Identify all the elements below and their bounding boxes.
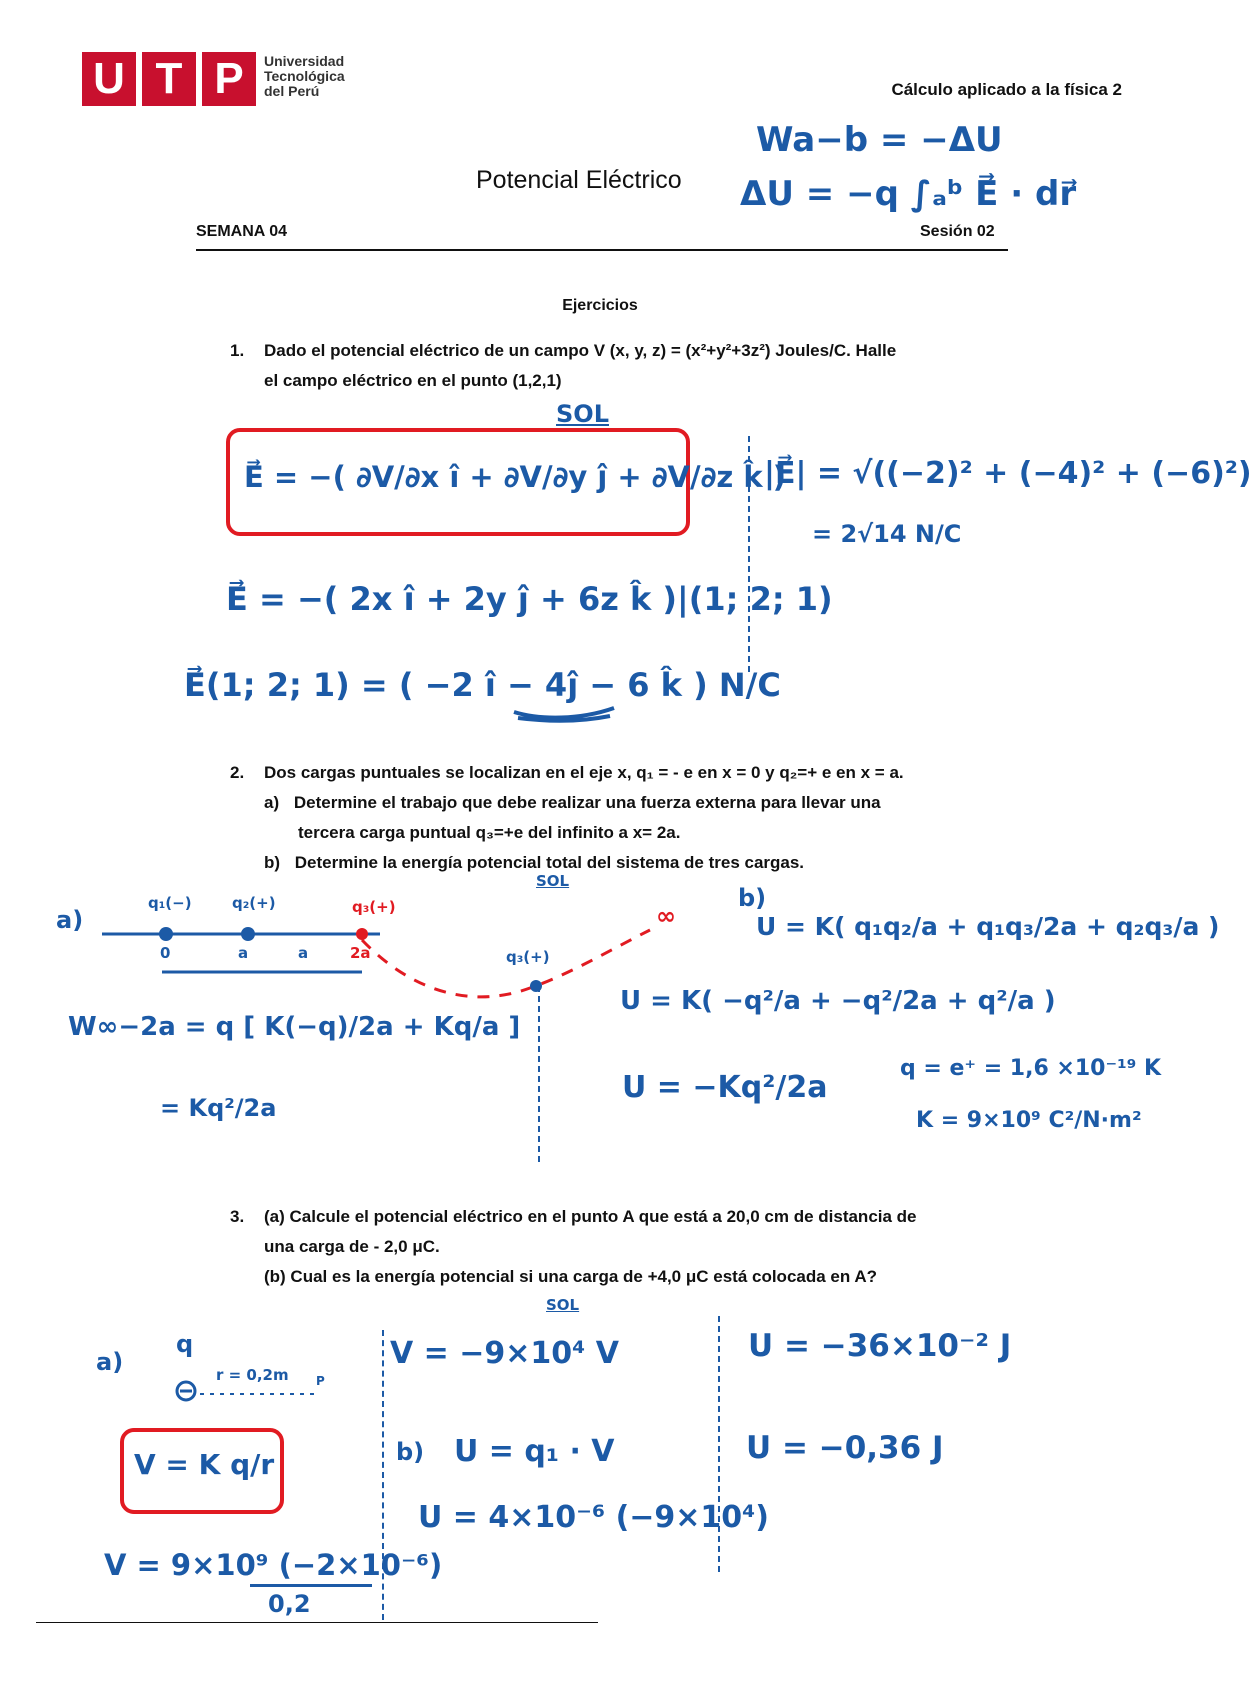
potential-substitution: V = 9×10⁹ (−2×10⁻⁶) (104, 1548, 443, 1582)
field-step-2: E⃗(1; 2; 1) = ( −2 î − 4ĵ − 6 k̂ ) N/C (184, 666, 781, 704)
sol-label: SOL (536, 872, 570, 890)
course-name: Cálculo aplicado a la física 2 (891, 80, 1122, 99)
problem-3 (230, 1202, 1020, 1292)
session-label: Sesión 02 (920, 223, 995, 240)
energy-substitution: U = 4×10⁻⁶ (−9×10⁴) (418, 1500, 770, 1535)
problem-number: 2. (230, 763, 245, 782)
charge-q1-dot (159, 927, 173, 941)
handwritten-work-formula: Wa−b = −ΔU (756, 120, 1003, 160)
charges-diagram (50, 870, 750, 1000)
subpart-label: b) (264, 853, 281, 872)
charge-q3-label: q₃(+) (352, 898, 396, 916)
position-2a: 2a (350, 944, 371, 962)
divider-dashed (718, 1316, 720, 1572)
magnitude-formula: |E⃗| = √((−2)² + (−4)² + (−6)²) (764, 456, 1252, 491)
logo-letter-u: U (82, 52, 136, 106)
problem-2 (230, 758, 1020, 878)
problem-number: 1. (230, 341, 245, 360)
segment-a: a (298, 944, 309, 962)
position-zero: 0 (160, 944, 171, 962)
logo-word: del Perú (264, 83, 320, 99)
charge-value: q = e⁺ = 1,6 ×10⁻¹⁹ K (900, 1056, 1162, 1081)
problem-text: (a) Calcule el potencial eléctrico en el punto A que está a 20,0 cm de distancia de (264, 1207, 917, 1226)
underline-stroke (514, 708, 614, 721)
work-equation: W∞−2a = q [ K(−q)/2a + Kq/a ] (68, 1012, 521, 1042)
potential-formula: V = K q/r (134, 1448, 275, 1481)
work-result: = Kq²/2a (160, 1094, 277, 1122)
problem-text: el campo eléctrico en el punto (1,2,1) (264, 371, 562, 390)
problem-1 (230, 336, 1020, 396)
energy-formula: U = q₁ · V (454, 1434, 615, 1469)
logo-letter-p: P (202, 52, 256, 106)
logo-word: Tecnológica (264, 68, 345, 84)
footer-divider (36, 1622, 598, 1623)
charge-q3-dot (356, 928, 368, 940)
infinity-symbol: ∞ (656, 902, 676, 930)
charge-q2-label: q₂(+) (232, 894, 276, 912)
problem-text: Determine el trabajo que debe realizar una fuerza externa para llevar una (293, 793, 881, 812)
fraction-bar (250, 1584, 372, 1587)
part-a-label: a) (96, 1348, 124, 1376)
header-divider (196, 249, 1008, 251)
divider-dashed (538, 986, 540, 1162)
divider-dashed (382, 1330, 384, 1620)
part-b-label: b) (396, 1438, 425, 1466)
subpart-label: a) (264, 793, 280, 812)
distance-denominator: 0,2 (268, 1590, 311, 1618)
divider-dashed (748, 436, 750, 672)
problem-text: Determine la energía potencial total del sistema de tres cargas. (294, 853, 805, 872)
boxed-formula (120, 1428, 284, 1514)
sol-label: SOL (556, 400, 609, 428)
subpart-a (264, 788, 1020, 818)
gradient-formula: E⃗ = −( ∂V/∂x î + ∂V/∂y ĵ + ∂V/∂z k̂ ) (244, 460, 786, 494)
energy-result: U = −Kq²/2a (622, 1070, 828, 1105)
underline-mark (510, 700, 620, 724)
part-b-label: b) (738, 884, 767, 912)
utp-logo (82, 52, 350, 108)
energy-equation-2: U = K( −q²/a + −q²/2a + q²/a ) (620, 986, 1056, 1016)
part-a-label: a) (56, 906, 84, 934)
field-step-1: E⃗ = −( 2x î + 2y ĵ + 6z k̂ )|(1; 2; 1) (226, 580, 833, 618)
potential-result: V = −9×10⁴ V (390, 1336, 619, 1371)
logo-wordmark (264, 54, 345, 99)
logo-word: Universidad (264, 53, 345, 69)
page-title: Potencial Eléctrico (476, 166, 682, 194)
position-a: a (238, 944, 249, 962)
sol-label: SOL (546, 1296, 580, 1314)
distance-label: r = 0,2m (216, 1366, 289, 1384)
charge-q3-far-label: q₃(+) (506, 948, 550, 966)
energy-result-decimal: U = −0,36 J (746, 1430, 944, 1466)
handwritten-energy-formula: ΔU = −q ∫ₐᵇ E⃗ · dr⃗ (740, 174, 1077, 214)
energy-result-scientific: U = −36×10⁻² J (748, 1328, 1012, 1364)
problem-text: (b) Cual es la energía potencial si una carga de +4,0 μC está colocada en A? (264, 1267, 878, 1286)
problem-number: 3. (230, 1207, 245, 1226)
problem-text: tercera carga puntual q₃=+e del infinito a x= 2a. (298, 823, 681, 842)
coulomb-constant: K = 9×10⁹ C²/N·m² (916, 1108, 1142, 1133)
problem-text: Dos cargas puntuales se localizan en el eje x, q₁ = - e en x = 0 y q₂=+ e en x = a. (264, 763, 904, 782)
problem-text: Dado el potencial eléctrico de un campo V (x, y, z) = (x²+y²+3z²) Joules/C. Halle (264, 341, 897, 360)
charge-q1-label: q₁(−) (148, 894, 192, 912)
point-label: P (316, 1374, 325, 1388)
magnitude-result: = 2√14 N/C (812, 520, 962, 548)
charge-label: q (176, 1330, 194, 1358)
week-label: SEMANA 04 (196, 223, 287, 240)
charge-q3-far-dot (530, 980, 542, 992)
boxed-formula (226, 428, 786, 536)
exercises-heading: Ejercicios (562, 297, 638, 314)
charge-q2-dot (241, 927, 255, 941)
energy-equation-1: U = K( q₁q₂/a + q₁q₃/2a + q₂q₃/a ) (756, 912, 1220, 941)
logo-letter-t: T (142, 52, 196, 106)
problem-text: una carga de - 2,0 μC. (264, 1237, 440, 1256)
